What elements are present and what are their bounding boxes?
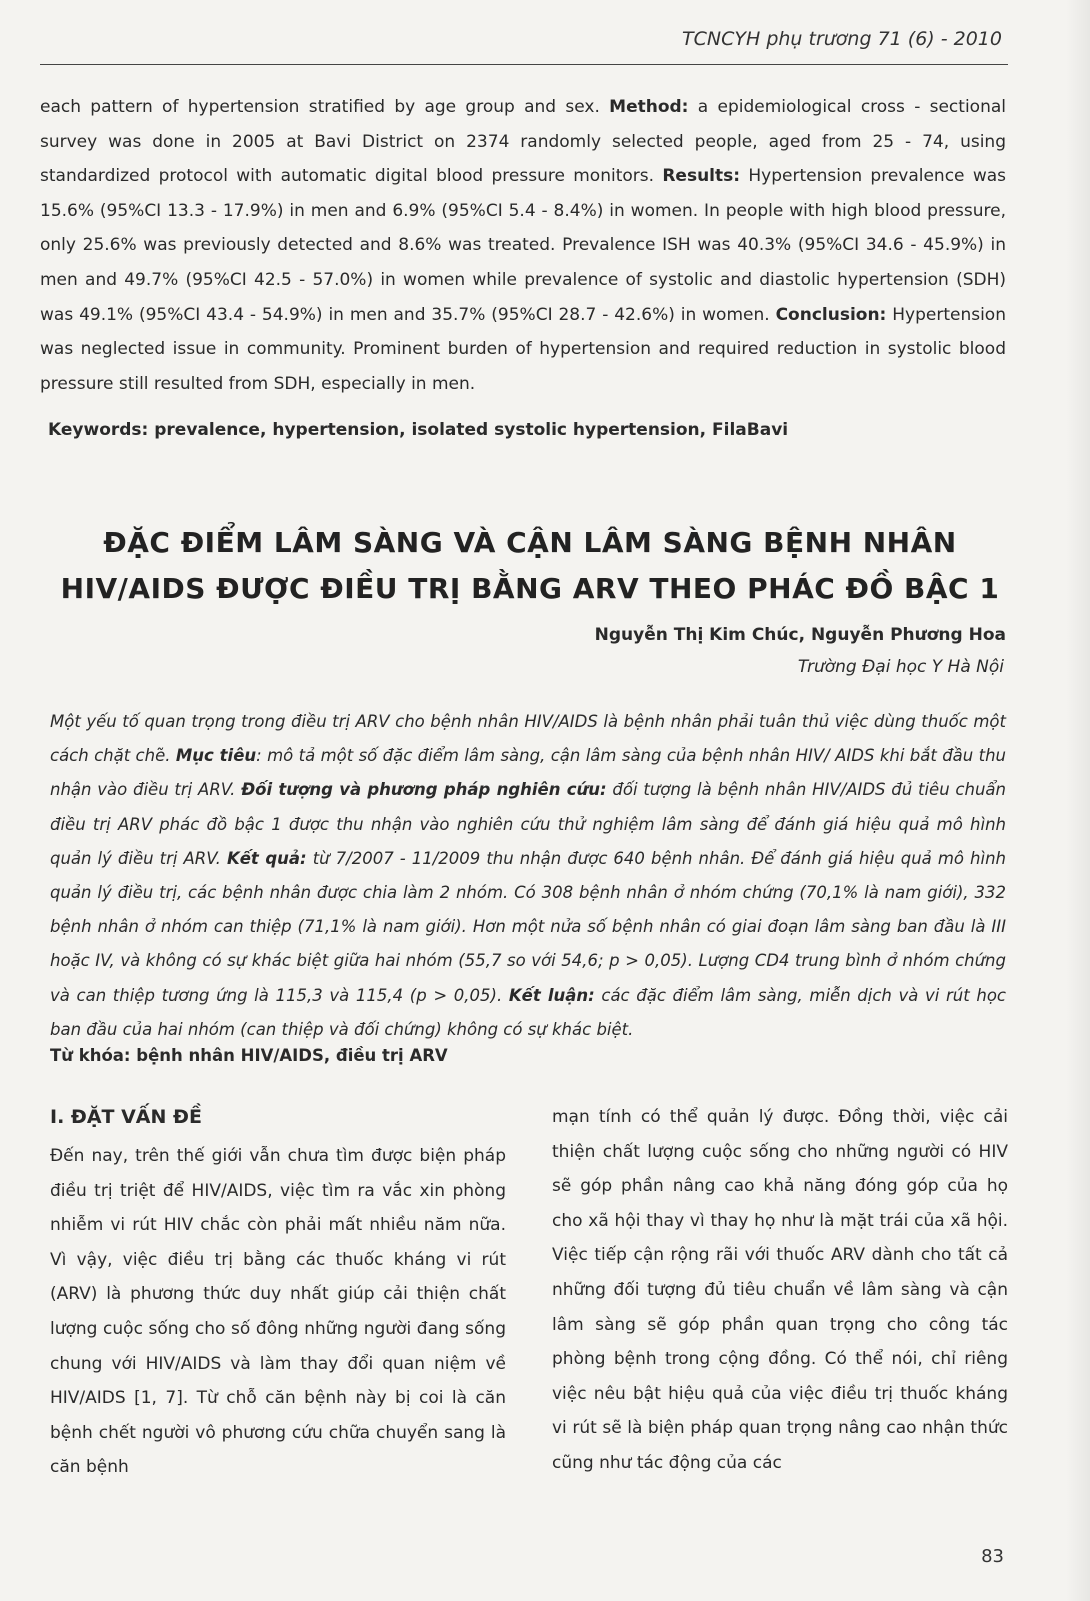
english-abstract	[40, 90, 1006, 401]
conclusion-label: Conclusion:	[775, 304, 887, 325]
section-heading: I. ĐẶT VẤN ĐỀ	[50, 1106, 202, 1128]
conclusion-vn-label: Kết luận:	[508, 985, 595, 1005]
aim-label: Mục tiêu	[175, 746, 257, 766]
method-text: a epidemiological cross - sectional survey was done in 2005 at Bavi District on 2374 randomly selected people, aged from 25 - 74, using standardized protocol with automatic digital blood pressure monitors.	[40, 97, 1006, 187]
methods-label: Đối tượng và phương pháp nghiên cứu:	[241, 780, 607, 800]
title-line-2: HIV/AIDS ĐƯỢC ĐIỀU TRỊ BẰNG ARV THEO PHÁC ĐỒ BẬC 1	[60, 572, 1000, 605]
results-vn-label: Kết quả:	[226, 848, 307, 868]
methods-text: đối tượng là bệnh nhân HIV/AIDS đủ tiêu chuẩn điều trị ARV phác đồ bậc 1 được thu nhận vào nghiên cứu thử nghiệm lâm sàng để đánh giá hiệu quả mô hình quản lý điều trị ARV.	[50, 780, 1006, 868]
article-title	[60, 520, 1000, 612]
authors: Nguyễn Thị Kim Chúc, Nguyễn Phương Hoa	[594, 625, 1006, 645]
abstract-vn-intro: Một yếu tố quan trọng trong điều trị ARV cho bệnh nhân HIV/AIDS là bệnh nhân phải tuân thủ việc dùng thuốc một cách chặt chẽ.	[50, 712, 1006, 766]
body-column-right: mạn tính có thể quản lý được. Đồng thời, việc cải thiện chất lượng cuộc sống cho những người có HIV sẽ góp phần nâng cao khả năng đóng góp của họ cho xã hội thay vì thay họ như là mặt trái của xã hội. Việc tiếp cận rộng rãi với thuốc ARV dành cho tất cả những đối tượng đủ tiêu chuẩn về lâm sàng và cận lâm sàng sẽ góp phần quan trọng cho công tác phòng bệnh trong cộng đồng. Có thể nói, chỉ riêng việc nêu bật hiệu quả của việc điều trị thuốc kháng vi rút sẽ là biện pháp quan trọng nâng cao nhận thức cũng như tác động của các	[552, 1107, 1008, 1473]
results-text: Hypertension prevalence was 15.6% (95%CI 13.3 - 17.9%) in men and 6.9% (95%CI 5.4 - 8.4%) in women. In people with high blood pressure, only 25.6% was previously detected and 8.6% was treated. Prevalence ISH was 40.3% (95%CI 34.6 - 45.9%) in men and 49.7% (95%CI 42.5 - 57.0%) in women while prevalence of systolic and diastolic hypertension (SDH) was 49.1% (95%CI 43.4 - 54.9%) in men and 35.7% (95%CI 28.7 - 42.6%) in women.	[40, 166, 1007, 325]
conclusion-vn-text: các đặc điểm lâm sàng, miễn dịch và vi rút học ban đầu của hai nhóm (can thiệp và đối chứng) không có sự khác biệt.	[50, 985, 1006, 1039]
body-column-left: Đến nay, trên thế giới vẫn chưa tìm được biện pháp điều trị triệt để HIV/AIDS, việc tìm ra vắc xin phòng nhiễm vi rút HIV chắc còn phải mất nhiều năm nữa. Vì vậy, việc điều trị bằng các thuốc kháng vi rút (ARV) là phương thức duy nhất giúp cải thiện chất lượng cuộc sống cho số đông những người đang sống chung với HIV/AIDS và làm thay đổi quan niệm về HIV/AIDS [1, 7]. Từ chỗ căn bệnh này bị coi là căn bệnh chết người vô phương cứu chữa chuyển sang là căn bệnh	[50, 1146, 506, 1478]
abstract-en-text1: each pattern of hypertension stratified by age group and sex.	[40, 97, 610, 117]
vietnamese-keywords: Từ khóa: bệnh nhân HIV/AIDS, điều trị ARV	[50, 1046, 448, 1065]
aim-text: : mô tả một số đặc điểm lâm sàng, cận lâm sàng của bệnh nhân HIV/ AIDS khi bắt đầu thu nhận vào điều trị ARV.	[50, 746, 1006, 800]
header-rule	[40, 64, 1008, 65]
affiliation: Trường Đại học Y Hà Nội	[797, 657, 1004, 677]
results-label: Results:	[662, 166, 741, 187]
running-head: TCNCYH phụ trương 71 (6) - 2010	[682, 28, 1002, 50]
english-keywords: Keywords: prevalence, hypertension, isolated systolic hypertension, FilaBavi	[48, 420, 789, 440]
conclusion-text: Hypertension was neglected issue in community. Prominent burden of hypertension and required reduction in systolic blood pressure still resulted from SDH, especially in men.	[40, 304, 1006, 394]
results-vn-text: từ 7/2007 - 11/2009 thu nhận được 640 bệnh nhân. Để đánh giá hiệu quả mô hình quản lý điều trị, các bệnh nhân được chia làm 2 nhóm. Có 308 bệnh nhân ở nhóm chứng (70,1% là nam giới), 332 bệnh nhân ở nhóm can thiệp (71,1% là nam giới). Hơn một nửa số bệnh nhân có giai đoạn lâm sàng ban đầu là III hoặc IV, và không có sự khác biệt giữa hai nhóm (55,7 so với 54,6; p > 0,05). Lượng CD4 trung bình ở nhóm chứng và can thiệp tương ứng là 115,3 và 115,4 (p > 0,05).	[50, 848, 1006, 1005]
title-line-1: ĐẶC ĐIỂM LÂM SÀNG VÀ CẬN LÂM SÀNG BỆNH NHÂN	[103, 526, 957, 559]
vietnamese-abstract	[50, 705, 1006, 1047]
method-label: Method:	[609, 97, 689, 117]
page-number: 83	[981, 1546, 1004, 1567]
scan-edge-shadow	[1066, 0, 1090, 1601]
